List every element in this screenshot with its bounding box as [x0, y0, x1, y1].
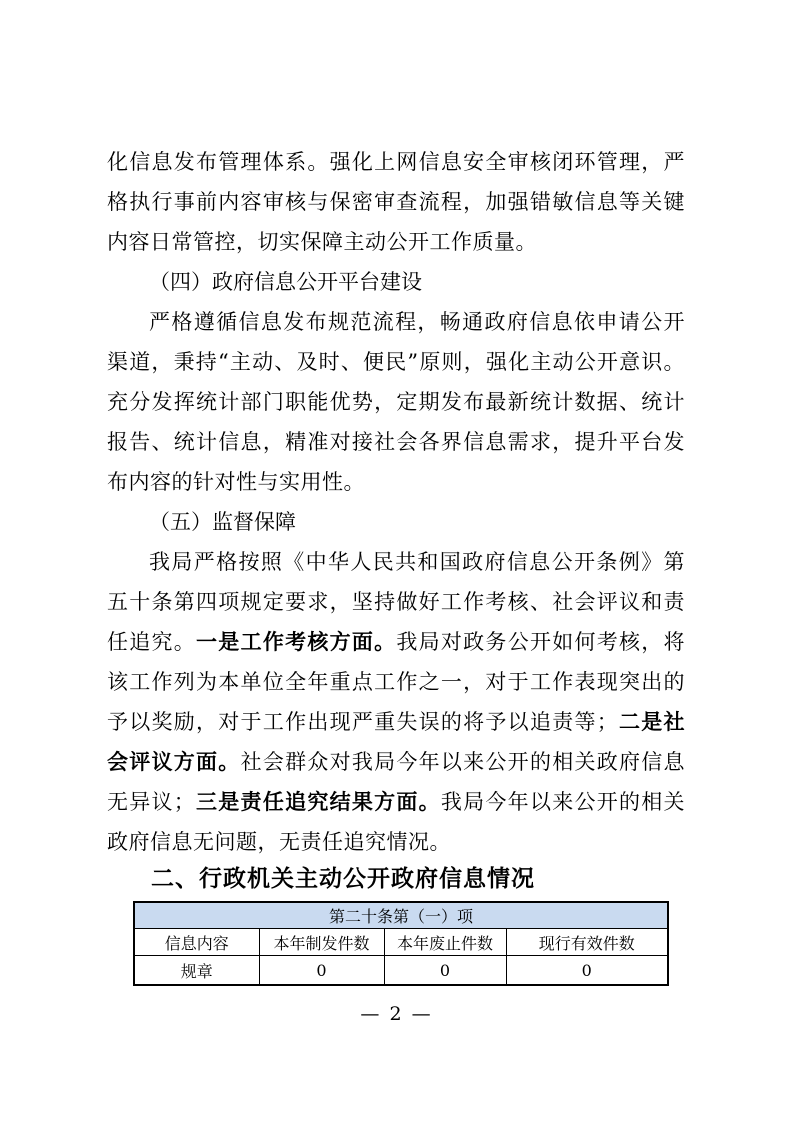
disclosure-table-container: [133, 901, 667, 986]
social-appraisal-bold-run: 二是社会评议方面。: [107, 709, 685, 774]
section-two-heading: 二、行政机关主动公开政府信息情况: [151, 865, 535, 891]
cell-issued-count: 0: [259, 956, 384, 986]
table-title: 第二十条第（一）项: [134, 902, 668, 929]
table-row: [134, 956, 668, 986]
continuation-paragraph: 化信息发布管理体系。强化上网信息安全审核闭环管理，严格执行事前内容审核与保密审查流程，加强错敏信息等关键内容日常管控，切实保障主动公开工作质量。: [107, 150, 685, 254]
supervision-paragraph: [107, 542, 685, 862]
cell-effective-count: 0: [506, 956, 668, 986]
subsection-heading-four: （四）政府信息公开平台建设: [149, 270, 422, 294]
supervision-text-segment: 我局严格按照《中华人民共和国政府信息公开条例》第五十条第四项规定要求，坚持做好工作考核、社会评议和责任追究。: [107, 550, 685, 654]
document-body: [107, 142, 685, 986]
subsection-heading-five: （五）监督保障: [149, 510, 296, 534]
accountability-text-segment: 我局今年以来公开的相关政府信息无问题，无责任追究情况。: [107, 790, 686, 854]
table-title-row: [134, 902, 668, 929]
work-assessment-bold-run: 一是工作考核方面。: [196, 629, 397, 654]
accountability-bold-run: 三是责任追究结果方面。: [195, 789, 441, 814]
column-header-issued-this-year: 本年制发件数: [259, 929, 384, 956]
cell-abolished-count: 0: [384, 956, 506, 986]
work-assessment-text-segment: 我局对政务公开如何考核，将该工作列为本单位全年重点工作之一，对于工作表现突出的予以奖励，对于工作出现严重失误的将予以追责等；: [107, 630, 686, 734]
column-header-info-content: 信息内容: [134, 929, 259, 956]
table-header-row: [134, 929, 668, 956]
row-label-regulations: 规章: [134, 956, 259, 986]
column-header-abolished-this-year: 本年废止件数: [384, 929, 506, 956]
page-number: — 2 —: [360, 1003, 433, 1025]
platform-construction-paragraph: 严格遵循信息发布规范流程，畅通政府信息依申请公开渠道，秉持“主动、及时、便民”原则，强化主动公开意识。充分发挥统计部门职能优势，定期发布最新统计数据、统计报告、统计信息，精准对接社会各界信息需求，提升平台发布内容的针对性与实用性。: [107, 310, 685, 494]
social-appraisal-text-segment: 社会群众对我局今年以来公开的相关政府信息无异议；: [107, 750, 686, 814]
disclosure-table: [133, 901, 669, 986]
column-header-currently-effective: 现行有效件数: [506, 929, 668, 956]
